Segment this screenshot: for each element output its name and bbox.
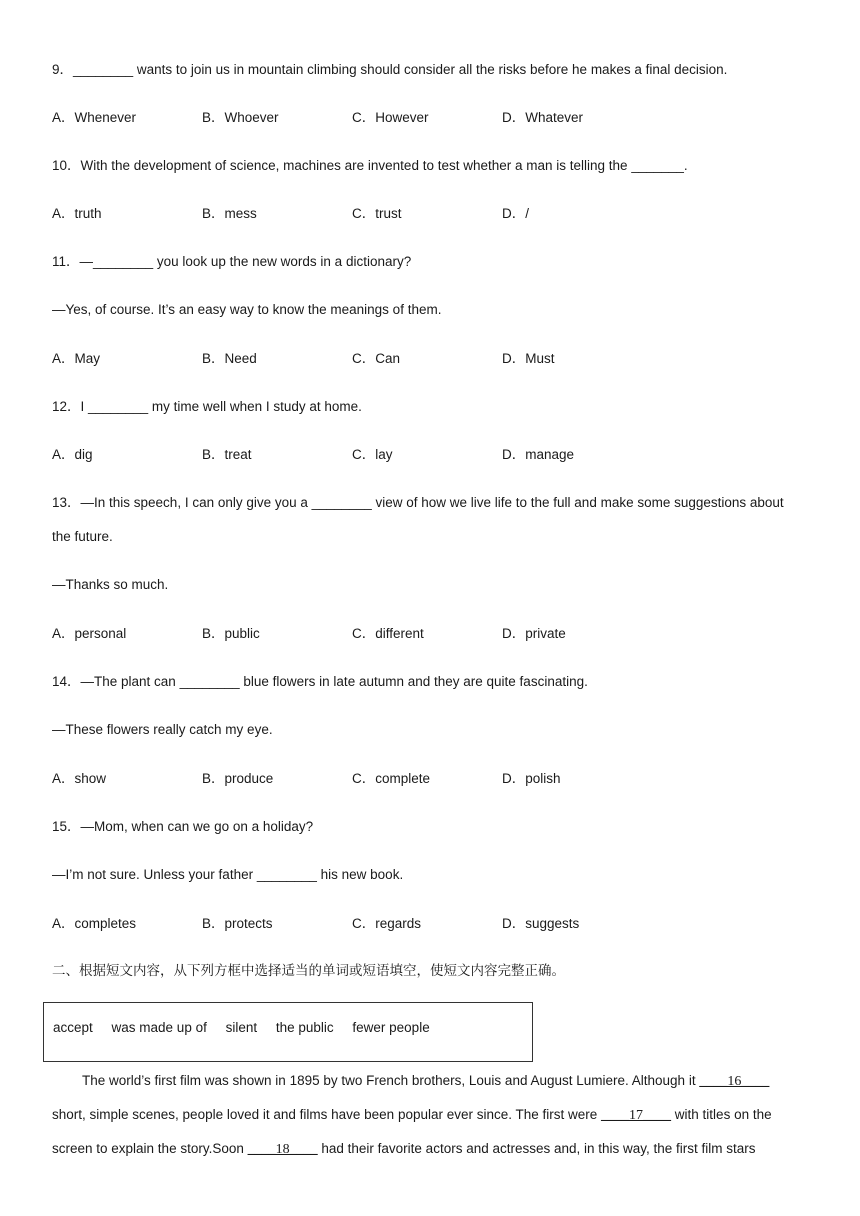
question-14-option-c: C．complete <box>352 771 431 786</box>
blank-18: ____18____ <box>247 1142 318 1157</box>
section-two-heading: 二、根据短文内容，从下列方框中选择适当的单词或短语填空，使短文内容完整正确。 <box>52 963 565 979</box>
question-13-option-d: D．private <box>502 626 566 641</box>
question-9-option-c: C．However <box>352 110 429 125</box>
question-9-option-b: B．Whoever <box>202 110 279 125</box>
question-11-option-a: A．May <box>52 351 101 366</box>
question-14-option-a: A．show <box>52 771 107 786</box>
question-13-option-b: B．public <box>202 626 260 641</box>
question-9-option-d: D．Whatever <box>502 110 584 125</box>
passage-line-2 <box>52 1106 812 1125</box>
question-13-stem-continued: the future. <box>52 529 113 544</box>
question-10-option-c: C．trust <box>352 206 402 221</box>
question-10-option-d: D．/ <box>502 206 529 221</box>
question-14-stem: 14．—The plant can ________ blue flowers in late autumn and they are quite fascinating. <box>52 674 588 689</box>
question-15-option-d: D．suggests <box>502 916 580 931</box>
passage-line-1 <box>82 1072 842 1091</box>
question-13-stem: 13．—In this speech, I can only give you a ________ view of how we live life to the full and make some suggestions about <box>52 495 784 510</box>
question-14-option-b: B．produce <box>202 771 274 786</box>
question-15-option-b: B．protects <box>202 916 273 931</box>
question-10-option-b: B．mess <box>202 206 257 221</box>
question-13-response: —Thanks so much. <box>52 577 169 592</box>
question-11-option-b: B．Need <box>202 351 257 366</box>
passage-text: The world’s first film was shown in 1895 by two French brothers, Louis and August Lumiere. Although it <box>82 1073 700 1088</box>
question-15-option-c: C．regards <box>352 916 422 931</box>
question-12-option-a: A．dig <box>52 447 93 462</box>
question-14-option-d: D．polish <box>502 771 561 786</box>
blank-17: ____17____ <box>601 1108 672 1123</box>
question-15-stem: 15．—Mom, when can we go on a holiday? <box>52 819 314 834</box>
word-box <box>43 1002 533 1062</box>
question-10-option-a: A．truth <box>52 206 102 221</box>
passage-text: screen to explain the story.Soon <box>52 1141 248 1156</box>
question-15-option-a: A．completes <box>52 916 137 931</box>
question-12-option-d: D．manage <box>502 447 575 462</box>
question-11-stem: 11．—________ you look up the new words in a dictionary? <box>52 254 412 269</box>
question-13-option-c: C．different <box>352 626 424 641</box>
question-11-response: —Yes, of course. It’s an easy way to know the meanings of them. <box>52 302 442 317</box>
passage-line-3 <box>52 1140 812 1159</box>
question-13-option-a: A．personal <box>52 626 127 641</box>
question-11-option-c: C．Can <box>352 351 401 366</box>
question-12-option-b: B．treat <box>202 447 252 462</box>
question-9-option-a: A．Whenever <box>52 110 137 125</box>
passage-text: with titles on the <box>671 1107 772 1122</box>
passage-text: had their favorite actors and actresses and, in this way, the first film stars <box>317 1141 756 1156</box>
blank-16: ____16____ <box>699 1074 770 1089</box>
question-9-stem: 9．________ wants to join us in mountain climbing should consider all the risks before he makes a final decision. <box>52 62 728 77</box>
question-14-response: —These flowers really catch my eye. <box>52 722 273 737</box>
question-15-response: —I’m not sure. Unless your father ________ his new book. <box>52 867 404 882</box>
question-10-stem: 10．With the development of science, machines are invented to test whether a man is telling the _______. <box>52 158 688 173</box>
question-11-option-d: D．Must <box>502 351 555 366</box>
question-12-stem: 12．I ________ my time well when I study at home. <box>52 399 362 414</box>
passage-text: short, simple scenes, people loved it and films have been popular ever since. The first were <box>52 1107 602 1122</box>
word-box-words: accept was made up of silent the public fewer people <box>53 1020 430 1035</box>
question-12-option-c: C．lay <box>352 447 393 462</box>
